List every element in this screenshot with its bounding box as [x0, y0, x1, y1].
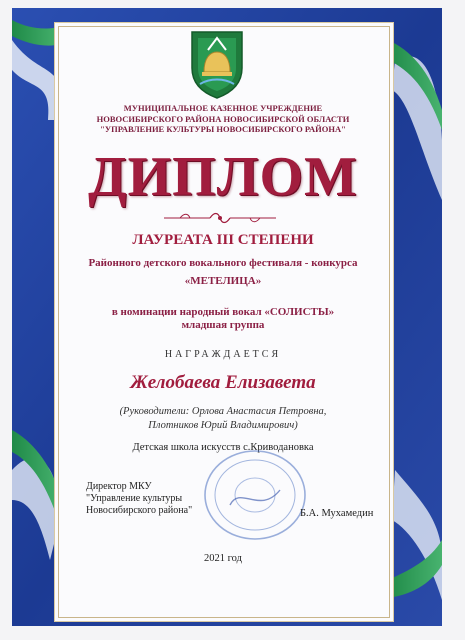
org-line-2: НОВОСИБИРСКОГО РАЙОНА НОВОСИБИРСКОЙ ОБЛАСТИ	[96, 113, 350, 124]
signer-name: Б.А. Мухамедин	[300, 508, 374, 519]
nomination-line-2: младшая группа	[181, 319, 265, 331]
awarded-label: НАГРАЖДАЕТСЯ	[164, 349, 282, 360]
diploma-title: ДИПЛОМ	[88, 146, 358, 208]
festival-line-2: «МЕТЕЛИЦА»	[184, 275, 262, 287]
recipient-name: Желобаева Елизавета	[130, 372, 316, 393]
nomination-line-1: в номинации народный вокал «СОЛИСТЫ»	[111, 306, 335, 318]
director-line-1: Директор МКУ	[86, 481, 152, 492]
coat-of-arms-icon	[186, 28, 248, 100]
ornament-divider-icon	[160, 210, 280, 226]
festival-name	[58, 256, 388, 288]
nomination	[58, 306, 388, 332]
school-name: Детская школа искусств с.Криводановка	[132, 442, 314, 453]
official-stamp-icon	[200, 445, 310, 545]
leaders-line-2: Плотников Юрий Владимирович)	[148, 420, 298, 431]
organization-header	[58, 103, 388, 135]
director-title	[86, 481, 192, 517]
leaders-note	[58, 405, 388, 433]
director-line-2: "Управление культуры	[86, 493, 183, 504]
director-line-3: Новосибирского района"	[86, 505, 193, 516]
issue-year: 2021 год	[204, 553, 242, 564]
org-line-3: "УПРАВЛЕНИЕ КУЛЬТУРЫ НОВОСИБИРСКОГО РАЙОНА"	[100, 124, 346, 134]
leaders-line-1: (Руководители: Орлова Анастасия Петровна,	[119, 406, 327, 417]
laureate-degree: ЛАУРЕАТА III СТЕПЕНИ	[132, 232, 314, 248]
org-line-1: МУНИЦИПАЛЬНОЕ КАЗЕННОЕ УЧРЕЖДЕНИЕ	[123, 103, 323, 113]
festival-line-1: Районного детского вокального фестиваля - конкурса	[88, 257, 358, 269]
